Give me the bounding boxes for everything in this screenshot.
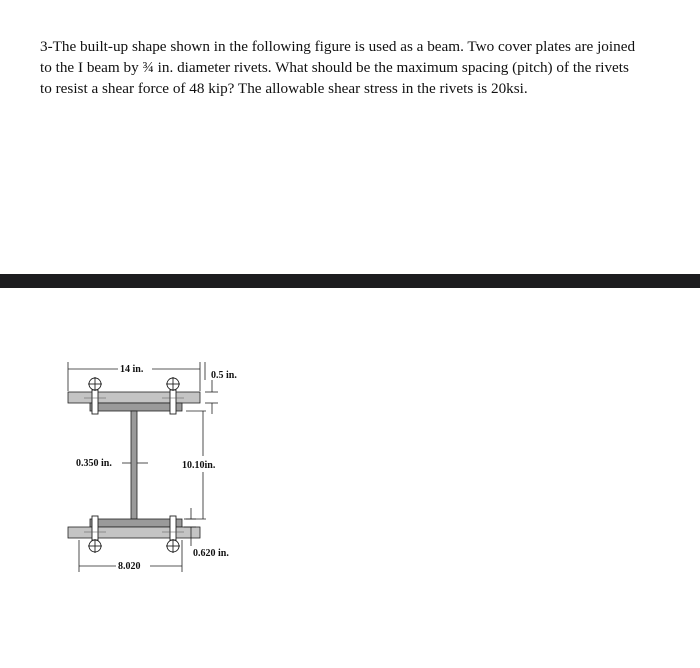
problem-line-3: to resist a shear force of 48 kip? The allowable shear stress in the rivets is 20ksi. [40, 80, 528, 97]
label-beam-depth: 10.10in. [182, 460, 216, 471]
problem-line-2: to the I beam by ¾ in. diameter rivets. What should be the maximum spacing (pitch) of the rivets [40, 59, 629, 76]
label-flange-width: 8.020 [118, 561, 141, 572]
label-plate-width: 14 in. [120, 364, 144, 375]
label-plate-thickness: 0.5 in. [211, 370, 237, 381]
top-cover-plate [68, 392, 200, 403]
dim-flange-thickness [184, 508, 196, 546]
bottom-cover-plate [68, 527, 200, 538]
top-flange [90, 403, 182, 411]
web [131, 411, 137, 519]
problem-line-1: 3-The built-up shape shown in the following figure is used as a beam. Two cover plates are joined [40, 38, 636, 55]
label-flange-thickness: 0.620 in. [193, 548, 229, 559]
bottom-flange [90, 519, 182, 527]
label-web-thickness: 0.350 in. [76, 458, 112, 469]
